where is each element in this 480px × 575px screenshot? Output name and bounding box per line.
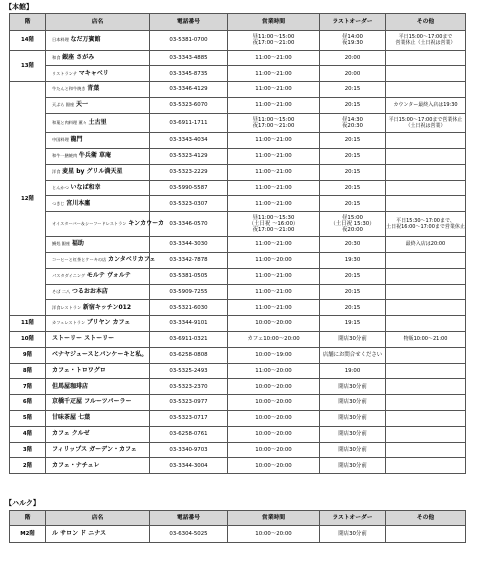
shop-category: カフェレストラン bbox=[52, 320, 86, 326]
shop-name: ル サロン ド ニナス bbox=[52, 529, 107, 537]
table-row bbox=[10, 66, 466, 82]
header-last-order: ラストオーダー bbox=[320, 14, 386, 31]
other-notes bbox=[386, 252, 466, 268]
opening-hours bbox=[228, 113, 320, 133]
other-notes bbox=[386, 212, 466, 237]
shop-name-cell bbox=[46, 284, 150, 300]
opening-hours: 11:00〜21:00 bbox=[228, 66, 320, 82]
shop-name: モルテ ヴォルテ bbox=[86, 272, 131, 280]
other-notes: 物販10:00〜21:00 bbox=[386, 331, 466, 347]
last-order: 20:15 bbox=[320, 164, 386, 180]
shop-name: カフェ クルゼ bbox=[52, 430, 90, 438]
table-row bbox=[10, 50, 466, 66]
other-notes bbox=[386, 347, 466, 363]
shop-name: 京橋千疋屋 フルーツパーラー bbox=[52, 398, 132, 406]
shop-name-cell bbox=[46, 442, 150, 458]
shop-name-cell bbox=[46, 50, 150, 66]
floor-label: 5階 bbox=[10, 410, 46, 426]
last-order: 閉店30分前 bbox=[320, 426, 386, 442]
other-notes bbox=[386, 526, 466, 543]
shop-name: 龍門 bbox=[70, 136, 83, 144]
last-order: 閉店30分前 bbox=[320, 395, 386, 411]
shop-category: 天ぷら 銀座 bbox=[52, 102, 75, 108]
shop-name: カフェ・トロワグロ bbox=[52, 366, 106, 374]
phone-number: 03-5323-0977 bbox=[150, 395, 228, 411]
opening-hours: 11:00〜21:00 bbox=[228, 196, 320, 212]
last-order: 20:15 bbox=[320, 133, 386, 149]
phone-number: 03-5321-6030 bbox=[150, 300, 228, 316]
honkan-header-row bbox=[10, 14, 466, 31]
phone-number: 03-5381-0505 bbox=[150, 268, 228, 284]
last-order: 19:30 bbox=[320, 252, 386, 268]
last-order: 20:15 bbox=[320, 196, 386, 212]
other-notes bbox=[386, 284, 466, 300]
table-row bbox=[10, 347, 466, 363]
last-order: 20:15 bbox=[320, 268, 386, 284]
other-notes bbox=[386, 268, 466, 284]
shop-name-cell bbox=[46, 363, 150, 379]
shop-name: キンカウーカ bbox=[128, 220, 165, 228]
last-order: 閉店30分前 bbox=[320, 379, 386, 395]
floor-label: 6階 bbox=[10, 395, 46, 411]
shop-category: リストランテ bbox=[52, 70, 78, 76]
shop-name: ブリヤン カフェ bbox=[86, 319, 131, 327]
shop-category: 牛たんと和牛焼き bbox=[52, 86, 86, 92]
last-order: 閉店30分前 bbox=[320, 442, 386, 458]
shop-category: オイスターバー＆シーフードレストラン bbox=[52, 221, 127, 227]
shop-name: 銀座 さがみ bbox=[62, 53, 95, 61]
phone-number: 03-5323-2229 bbox=[150, 164, 228, 180]
opening-hours: 10:00〜20:00 bbox=[228, 526, 320, 543]
shop-category: とんかつ bbox=[52, 184, 69, 190]
shop-name-cell bbox=[46, 164, 150, 180]
shop-category: 日本料理 bbox=[52, 37, 69, 43]
other-notes bbox=[386, 196, 466, 212]
shop-name-cell bbox=[46, 300, 150, 316]
header-last-order: ラストオーダー bbox=[320, 511, 386, 526]
table-row bbox=[10, 379, 466, 395]
table-row bbox=[10, 113, 466, 133]
other-notes bbox=[386, 180, 466, 196]
opening-hours: 11:00〜21:00 bbox=[228, 268, 320, 284]
last-order: 店舗にお問合せください bbox=[320, 347, 386, 363]
other-notes: カウンター最終入店は19:30 bbox=[386, 97, 466, 113]
phone-number: 03-3344-3004 bbox=[150, 458, 228, 474]
other-notes bbox=[386, 82, 466, 98]
shop-name: ベナヤジュースとパンケーキと私。 bbox=[52, 351, 148, 359]
shop-name-cell bbox=[46, 180, 150, 196]
shop-category: 中国料理 bbox=[52, 137, 69, 143]
phone-number: 03-5323-0717 bbox=[150, 410, 228, 426]
other-notes bbox=[386, 426, 466, 442]
multiline-text: 昼15:00 （土日祝 15:30） 夜20:00 bbox=[330, 214, 375, 234]
header-shop: 店名 bbox=[46, 14, 150, 31]
multiline-text: 昼14:00 夜19:30 bbox=[342, 34, 363, 47]
opening-hours: 11:00〜21:00 bbox=[228, 133, 320, 149]
header-floor: 階 bbox=[10, 511, 46, 526]
shop-name: カンタベリカフェ bbox=[108, 256, 156, 264]
table-row bbox=[10, 331, 466, 347]
header-hours: 営業時間 bbox=[228, 511, 320, 526]
floor-label: 12階 bbox=[10, 82, 46, 316]
opening-hours: 10:00〜20:00 bbox=[228, 316, 320, 332]
header-floor: 階 bbox=[10, 14, 46, 31]
last-order: 20:15 bbox=[320, 82, 386, 98]
shop-name: 麦星 by グリル満天星 bbox=[62, 168, 123, 176]
table-row bbox=[10, 31, 466, 51]
phone-number: 03-3345-8735 bbox=[150, 66, 228, 82]
floor-label: 8階 bbox=[10, 363, 46, 379]
other-notes bbox=[386, 363, 466, 379]
shop-name-cell bbox=[46, 347, 150, 363]
shop-category: 和食 bbox=[52, 54, 61, 60]
header-tel: 電話番号 bbox=[150, 511, 228, 526]
shop-name: カフェ・ナチュレ bbox=[52, 461, 100, 469]
halc-header-row bbox=[10, 511, 466, 526]
header-hours: 営業時間 bbox=[228, 14, 320, 31]
shop-category: パスタダイニング bbox=[52, 273, 86, 279]
phone-number: 03-5381-0700 bbox=[150, 31, 228, 51]
phone-number: 03-5323-6070 bbox=[150, 97, 228, 113]
table-row bbox=[10, 212, 466, 237]
phone-number: 03-5990-5587 bbox=[150, 180, 228, 196]
other-notes bbox=[386, 300, 466, 316]
shop-category: そば 二八 bbox=[52, 288, 71, 294]
phone-number: 03-3346-4129 bbox=[150, 82, 228, 98]
last-order: 閉店30分前 bbox=[320, 331, 386, 347]
other-notes bbox=[386, 395, 466, 411]
phone-number: 03-6911-0321 bbox=[150, 331, 228, 347]
opening-hours: 10:00〜20:00 bbox=[228, 442, 320, 458]
shop-name-cell bbox=[46, 237, 150, 253]
last-order: 19:00 bbox=[320, 363, 386, 379]
shop-name: 但馬屋珈琲店 bbox=[52, 382, 89, 390]
shop-name-cell bbox=[46, 526, 150, 543]
other-notes bbox=[386, 50, 466, 66]
shop-category: コーヒーと紅茶とケーキの店 bbox=[52, 257, 107, 263]
shop-category: つきじ bbox=[52, 200, 65, 206]
phone-number: 03-6304-5025 bbox=[150, 526, 228, 543]
floor-label: 7階 bbox=[10, 379, 46, 395]
multiline-text: 昼11:00〜15:00 夜17:00〜21:00 bbox=[252, 34, 295, 47]
phone-number: 03-3343-4034 bbox=[150, 133, 228, 149]
table-row bbox=[10, 300, 466, 316]
shop-name-cell bbox=[46, 379, 150, 395]
shop-category: 和菓と肉料理 薫々 bbox=[52, 119, 87, 125]
table-row bbox=[10, 526, 466, 543]
table-row bbox=[10, 252, 466, 268]
shop-name: 甘味茶屋 七葉 bbox=[52, 414, 91, 422]
phone-number: 03-5323-4129 bbox=[150, 148, 228, 164]
multiline-text: 平日15:00〜17:00まで 営業休止（土日祝は営業） bbox=[395, 34, 456, 47]
shop-category: 洋食レストラン bbox=[52, 304, 82, 310]
phone-number: 03-5325-2493 bbox=[150, 363, 228, 379]
phone-number: 03-3340-9703 bbox=[150, 442, 228, 458]
floor-label: 4階 bbox=[10, 426, 46, 442]
other-notes bbox=[386, 442, 466, 458]
shop-name: 宮川本廛 bbox=[66, 199, 91, 207]
opening-hours: 10:00〜20:00 bbox=[228, 426, 320, 442]
floor-label: M2階 bbox=[10, 526, 46, 543]
header-shop: 店名 bbox=[46, 511, 150, 526]
header-tel: 電話番号 bbox=[150, 14, 228, 31]
floor-label: 2階 bbox=[10, 458, 46, 474]
other-notes bbox=[386, 379, 466, 395]
opening-hours: 11:00〜20:00 bbox=[228, 252, 320, 268]
table-row bbox=[10, 410, 466, 426]
multiline-text: 昼11:00〜15:00 夜17:00〜21:00 bbox=[252, 116, 295, 129]
opening-hours: 11:00〜21:00 bbox=[228, 180, 320, 196]
shop-category: 洋食 bbox=[52, 169, 61, 175]
shop-category: 鰻処 銀座 bbox=[52, 241, 71, 247]
floor-label: 9階 bbox=[10, 347, 46, 363]
multiline-text: 昼14:30 夜20:30 bbox=[342, 116, 363, 129]
table-row bbox=[10, 363, 466, 379]
shop-category: 和牛一膳焼肉 bbox=[52, 153, 78, 159]
table-row bbox=[10, 458, 466, 474]
shop-name-cell bbox=[46, 331, 150, 347]
honkan-section-title: 【本館】 bbox=[5, 3, 33, 11]
header-other: その他 bbox=[386, 511, 466, 526]
last-order: 20:15 bbox=[320, 97, 386, 113]
table-row bbox=[10, 442, 466, 458]
shop-name-cell bbox=[46, 97, 150, 113]
other-notes bbox=[386, 410, 466, 426]
shop-name: いなば和幸 bbox=[70, 183, 101, 191]
multiline-text: 平日15:00〜17:00まで営業休止 （土日祝は営業） bbox=[388, 116, 463, 129]
phone-number: 03-6258-0761 bbox=[150, 426, 228, 442]
phone-number: 03-3344-9101 bbox=[150, 316, 228, 332]
floor-label: 13階 bbox=[10, 50, 46, 82]
last-order: 20:30 bbox=[320, 237, 386, 253]
floor-label: 14階 bbox=[10, 31, 46, 51]
table-row bbox=[10, 426, 466, 442]
shop-name-cell bbox=[46, 113, 150, 133]
other-notes bbox=[386, 133, 466, 149]
opening-hours: 11:00〜21:00 bbox=[228, 148, 320, 164]
opening-hours: 11:00〜20:00 bbox=[228, 363, 320, 379]
shop-name: 青葉 bbox=[87, 85, 100, 93]
honkan-table bbox=[9, 13, 466, 474]
floor-label: 3階 bbox=[10, 442, 46, 458]
opening-hours: 10:00〜19:00 bbox=[228, 347, 320, 363]
shop-name: フィリップス ガーデン・カフェ bbox=[52, 445, 137, 453]
table-row bbox=[10, 284, 466, 300]
halc-table bbox=[9, 510, 466, 543]
last-order: 20:15 bbox=[320, 284, 386, 300]
last-order: 20:15 bbox=[320, 300, 386, 316]
opening-hours: 11:00〜21:00 bbox=[228, 237, 320, 253]
header-other: その他 bbox=[386, 14, 466, 31]
shop-name-cell bbox=[46, 148, 150, 164]
phone-number: 03-5909-7255 bbox=[150, 284, 228, 300]
multiline-text: 昼11:00〜15:30 （土日祝 〜16:00） 夜17:00〜21:00 bbox=[248, 214, 299, 234]
other-notes bbox=[386, 316, 466, 332]
table-row bbox=[10, 196, 466, 212]
other-notes bbox=[386, 458, 466, 474]
phone-number: 03-5323-2370 bbox=[150, 379, 228, 395]
other-notes bbox=[386, 66, 466, 82]
last-order: 20:00 bbox=[320, 66, 386, 82]
opening-hours: 11:00〜21:00 bbox=[228, 50, 320, 66]
phone-number: 03-5323-0307 bbox=[150, 196, 228, 212]
table-row bbox=[10, 180, 466, 196]
shop-name: なだ万賓館 bbox=[70, 36, 101, 44]
shop-name-cell bbox=[46, 410, 150, 426]
phone-number: 03-3343-4885 bbox=[150, 50, 228, 66]
table-row bbox=[10, 316, 466, 332]
last-order bbox=[320, 31, 386, 51]
last-order bbox=[320, 212, 386, 237]
last-order: 20:15 bbox=[320, 148, 386, 164]
table-row bbox=[10, 82, 466, 98]
shop-name-cell bbox=[46, 316, 150, 332]
other-notes: 最終入店は20:00 bbox=[386, 237, 466, 253]
opening-hours: 11:00〜21:00 bbox=[228, 82, 320, 98]
last-order: 20:00 bbox=[320, 50, 386, 66]
opening-hours: 11:00〜21:00 bbox=[228, 284, 320, 300]
other-notes bbox=[386, 113, 466, 133]
other-notes bbox=[386, 164, 466, 180]
phone-number: 03-3346-0570 bbox=[150, 212, 228, 237]
floor-label: 11階 bbox=[10, 316, 46, 332]
shop-name: 新宿キッチン012 bbox=[82, 303, 132, 311]
phone-number: 03-3342-7878 bbox=[150, 252, 228, 268]
shop-name-cell bbox=[46, 268, 150, 284]
last-order: 閉店30分前 bbox=[320, 458, 386, 474]
shop-name-cell bbox=[46, 196, 150, 212]
opening-hours: 10:00〜20:00 bbox=[228, 395, 320, 411]
other-notes bbox=[386, 148, 466, 164]
shop-name-cell bbox=[46, 31, 150, 51]
phone-number: 03-6258-0808 bbox=[150, 347, 228, 363]
shop-name-cell bbox=[46, 66, 150, 82]
last-order: 閉店30分前 bbox=[320, 526, 386, 543]
shop-name: つるおお本店 bbox=[71, 287, 108, 295]
shop-name: マキャベリ bbox=[78, 69, 109, 77]
opening-hours: カフェ10:00〜20:00 bbox=[228, 331, 320, 347]
last-order: 20:15 bbox=[320, 180, 386, 196]
opening-hours bbox=[228, 31, 320, 51]
shop-name-cell bbox=[46, 426, 150, 442]
other-notes bbox=[386, 31, 466, 51]
shop-name-cell bbox=[46, 395, 150, 411]
multiline-text: 平日15:30〜17:00まで、 土日祝16:00〜17:00まで営業休止 bbox=[386, 217, 465, 231]
table-row bbox=[10, 395, 466, 411]
shop-name-cell bbox=[46, 82, 150, 98]
opening-hours: 10:00〜20:00 bbox=[228, 379, 320, 395]
halc-section-title: 【ハルク】 bbox=[5, 499, 40, 507]
shop-name: 福助 bbox=[71, 240, 84, 248]
phone-number: 03-3344-3030 bbox=[150, 237, 228, 253]
opening-hours bbox=[228, 212, 320, 237]
opening-hours: 10:00〜20:00 bbox=[228, 458, 320, 474]
table-row bbox=[10, 133, 466, 149]
opening-hours: 11:00〜21:00 bbox=[228, 164, 320, 180]
shop-name: ストーリー ストーリー bbox=[52, 335, 115, 343]
shop-name: 天一 bbox=[76, 101, 89, 109]
table-row bbox=[10, 148, 466, 164]
last-order bbox=[320, 113, 386, 133]
shop-name: 土古里 bbox=[88, 118, 107, 126]
opening-hours: 11:00〜21:00 bbox=[228, 97, 320, 113]
floor-label: 10階 bbox=[10, 331, 46, 347]
last-order: 閉店30分前 bbox=[320, 410, 386, 426]
shop-name: 牛兵衛 草庵 bbox=[78, 152, 111, 160]
opening-hours: 10:00〜20:00 bbox=[228, 410, 320, 426]
table-row bbox=[10, 164, 466, 180]
last-order: 19:15 bbox=[320, 316, 386, 332]
opening-hours: 11:00〜21:00 bbox=[228, 300, 320, 316]
phone-number: 03-6911-1711 bbox=[150, 113, 228, 133]
table-row bbox=[10, 268, 466, 284]
shop-name-cell bbox=[46, 212, 165, 237]
table-row bbox=[10, 237, 466, 253]
shop-name-cell bbox=[46, 133, 150, 149]
shop-name-cell bbox=[46, 458, 150, 474]
shop-name-cell bbox=[46, 252, 156, 268]
table-row bbox=[10, 97, 466, 113]
